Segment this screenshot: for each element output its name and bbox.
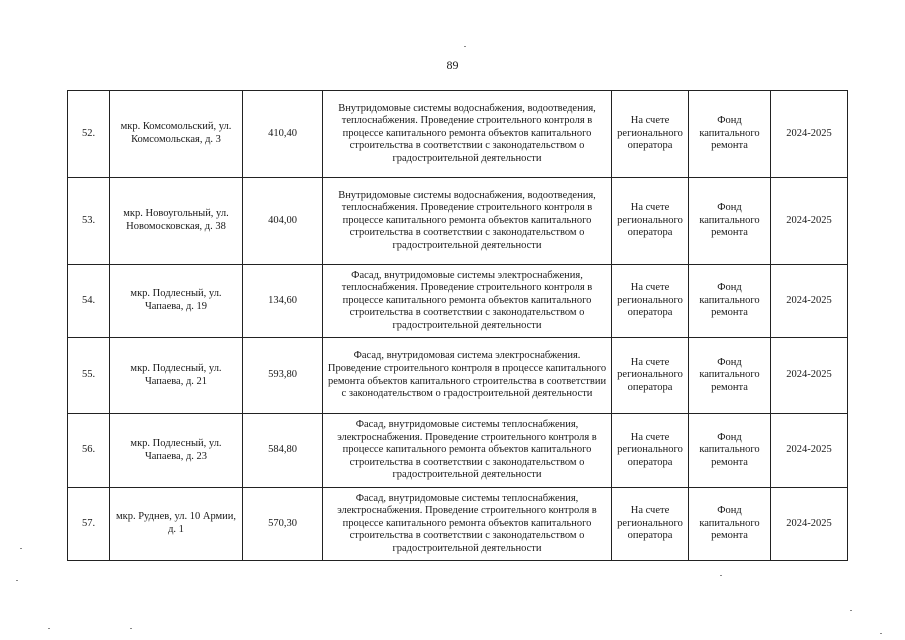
- funding-account-cell: На счете регионального оператора: [612, 338, 689, 414]
- works-description-cell: Фасад, внутридомовые системы теплоснабжения, электроснабжения. Проведение строительного контроля в процессе капитального ремонта объектов капитального строительства в соответствии с законодательством о градостроительной деятельности: [323, 414, 612, 488]
- scan-speck: [16, 580, 18, 581]
- area-cell: 404,00: [243, 178, 323, 265]
- operator-cell: Фонд капитального ремонта: [689, 178, 771, 265]
- period-cell: 2024-2025: [771, 91, 848, 178]
- area-cell: 584,80: [243, 414, 323, 488]
- funding-account-cell: На счете регионального оператора: [612, 414, 689, 488]
- works-description-cell: Фасад, внутридомовая система электроснабжения. Проведение строительного контроля в процессе капитального ремонта объектов капитального строительства в соответствии с законодательством о градостроительной деятельности: [323, 338, 612, 414]
- period-cell: 2024-2025: [771, 414, 848, 488]
- capital-repair-table: [67, 90, 848, 561]
- area-cell: 593,80: [243, 338, 323, 414]
- address-cell: мкр. Подлесный, ул. Чапаева, д. 23: [110, 414, 243, 488]
- row-number: 52.: [68, 91, 110, 178]
- area-cell: 134,60: [243, 265, 323, 338]
- period-cell: 2024-2025: [771, 178, 848, 265]
- address-cell: мкр. Руднев, ул. 10 Армии, д. 1: [110, 488, 243, 561]
- area-cell: 410,40: [243, 91, 323, 178]
- funding-account-cell: На счете регионального оператора: [612, 265, 689, 338]
- address-cell: мкр. Подлесный, ул. Чапаева, д. 21: [110, 338, 243, 414]
- page-number: 89: [446, 58, 459, 72]
- address-cell: мкр. Комсомольский, ул. Комсомольская, д. 3: [110, 91, 243, 178]
- scan-speck: [130, 628, 132, 629]
- operator-cell: Фонд капитального ремонта: [689, 488, 771, 561]
- scan-speck: [20, 548, 22, 549]
- scan-speck: [464, 46, 466, 47]
- row-number: 54.: [68, 265, 110, 338]
- period-cell: 2024-2025: [771, 488, 848, 561]
- operator-cell: Фонд капитального ремонта: [689, 338, 771, 414]
- funding-account-cell: На счете регионального оператора: [612, 178, 689, 265]
- scan-speck: [720, 575, 722, 576]
- works-description-cell: Фасад, внутридомовые системы теплоснабжения, электроснабжения. Проведение строительного контроля в процессе капитального ремонта объектов капитального строительства в соответствии с законодательством о градостроительной деятельности: [323, 488, 612, 561]
- table-row: [68, 338, 848, 414]
- works-description-cell: Внутридомовые системы водоснабжения, водоотведения, теплоснабжения. Проведение строительного контроля в процессе капитального ремонта объектов капитального строительства в соответствии с законодательством о градостроительной деятельности: [323, 178, 612, 265]
- funding-account-cell: На счете регионального оператора: [612, 91, 689, 178]
- row-number: 56.: [68, 414, 110, 488]
- scan-speck: [48, 628, 50, 629]
- table-row: [68, 414, 848, 488]
- funding-account-cell: На счете регионального оператора: [612, 488, 689, 561]
- scan-speck: [880, 633, 882, 634]
- works-description-cell: Фасад, внутридомовые системы электроснабжения, теплоснабжения. Проведение строительного контроля в процессе капитального ремонта объектов капитального строительства в соответствии с законодательством о градостроительной деятельности: [323, 265, 612, 338]
- table-row: [68, 178, 848, 265]
- table-row: [68, 488, 848, 561]
- period-cell: 2024-2025: [771, 265, 848, 338]
- row-number: 55.: [68, 338, 110, 414]
- scan-speck: [850, 610, 852, 611]
- period-cell: 2024-2025: [771, 338, 848, 414]
- address-cell: мкр. Новоугольный, ул. Новомосковская, д. 38: [110, 178, 243, 265]
- row-number: 57.: [68, 488, 110, 561]
- area-cell: 570,30: [243, 488, 323, 561]
- operator-cell: Фонд капитального ремонта: [689, 91, 771, 178]
- works-description-cell: Внутридомовые системы водоснабжения, водоотведения, теплоснабжения. Проведение строительного контроля в процессе капитального ремонта объектов капитального строительства в соответствии с законодательством о градостроительной деятельности: [323, 91, 612, 178]
- address-cell: мкр. Подлесный, ул. Чапаева, д. 19: [110, 265, 243, 338]
- table-row: [68, 265, 848, 338]
- operator-cell: Фонд капитального ремонта: [689, 265, 771, 338]
- operator-cell: Фонд капитального ремонта: [689, 414, 771, 488]
- row-number: 53.: [68, 178, 110, 265]
- table-row: [68, 91, 848, 178]
